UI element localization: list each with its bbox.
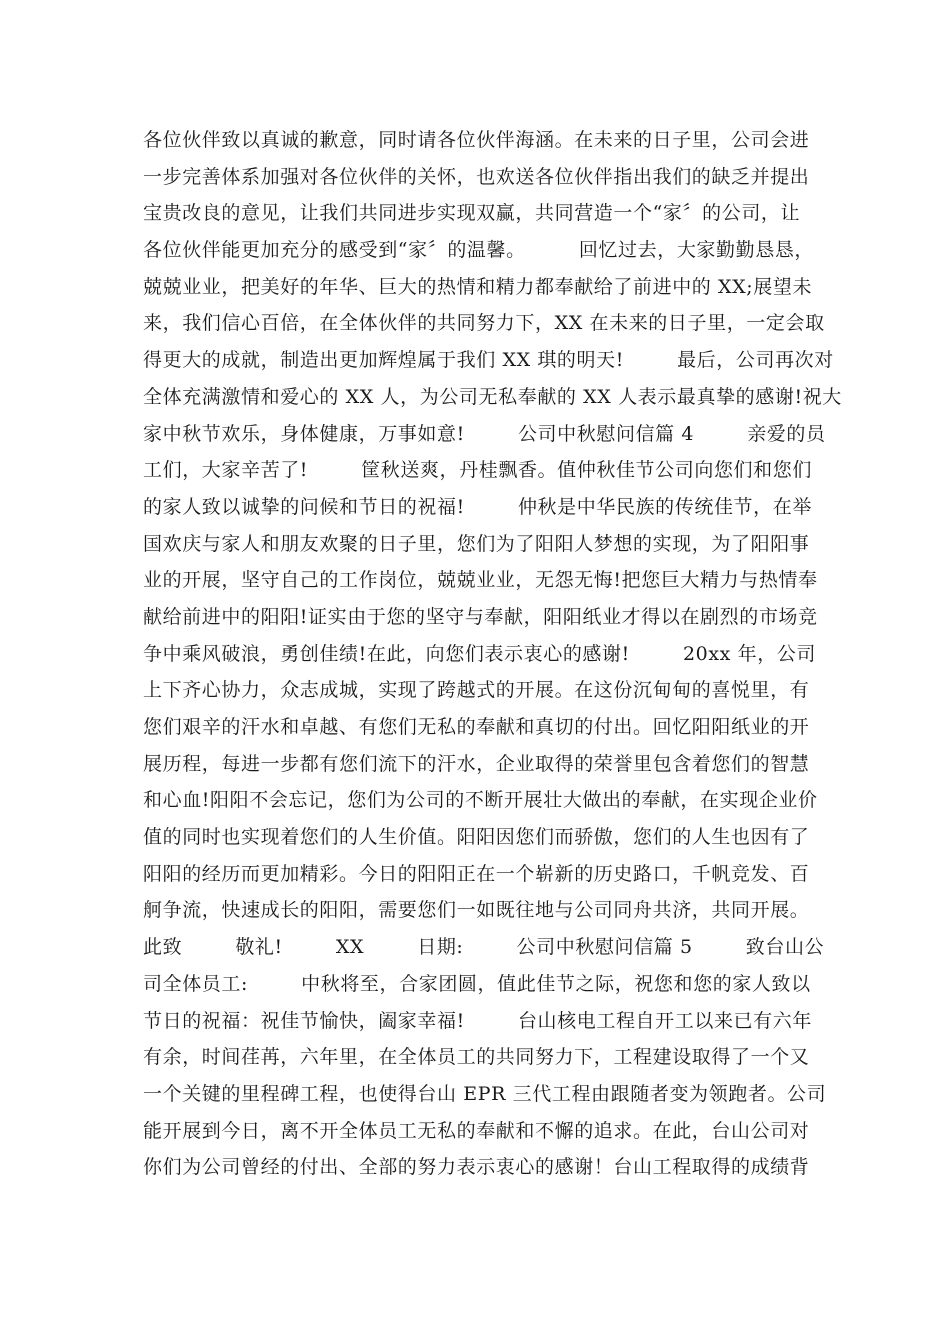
text-line: 和心血!阳阳不会忘记，您们为公司的不断开展壮大做出的奉献，在实现企业价: [143, 789, 818, 812]
text-line: 国欢庆与家人和朋友欢聚的日子里，您们为了阳阳人梦想的实现，为了阳阳事: [143, 532, 810, 555]
text-line: 节日的祝福：祝佳节愉快，阖家幸福! 台山核电工程自开工以来已有六年: [143, 1009, 812, 1032]
text-line: 有余，时间荏苒，六年里，在全体员工的共同努力下，工程建设取得了一个又: [143, 1046, 810, 1069]
text-line: 争中乘风破浪，勇创佳绩!在此，向您们表示衷心的感谢! 20xx 年，公司: [143, 642, 817, 665]
text-line: 值的同时也实现着您们的人生价值。阳阳因您们而骄傲，您们的人生也因有了: [143, 826, 810, 849]
text-line: 各位伙伴能更加充分的感受到“家〞的温馨。 回忆过去，大家勤勤恳恳，: [143, 239, 815, 262]
text-line: 一步完善体系加强对各位伙伴的关怀，也欢送各位伙伴指出我们的缺乏并提出: [143, 165, 810, 188]
text-line: 能开展到今日，离不开全体员工无私的奉献和不懈的追求。在此，台山公司对: [143, 1119, 810, 1142]
text-line: 献给前进中的阳阳!证实由于您的坚守与奉献，阳阳纸业才得以在剧烈的市场竞: [143, 605, 818, 628]
text-line: 你们为公司曾经的付出、全部的努力表示衷心的感谢！台山工程取得的成绩背: [143, 1156, 810, 1179]
text-line: 您们艰辛的汗水和卓越、有您们无私的奉献和真切的付出。回忆阳阳纸业的开: [143, 716, 810, 738]
text-line: 业的开展，坚守自己的工作岗位，兢兢业业，无怨无悔!把您巨大精力与热情奉: [143, 569, 818, 592]
text-line: 兢兢业业，把美好的年华、巨大的热情和精力都奉献给了前进中的 XX;展望未: [143, 275, 813, 298]
text-line: 一个关键的里程碑工程，也使得台山 EPR 三代工程由跟随者变为领跑者。公司: [143, 1082, 827, 1105]
text-line: 宝贵改良的意见，让我们共同进步实现双赢，共同营造一个“家〞的公司，让: [143, 202, 801, 225]
text-line: 的家人致以诚挚的问候和节日的祝福! 仲秋是中华民族的传统佳节，在举: [143, 495, 812, 518]
text-line: 家中秋节欢乐，身体健康，万事如意! 公司中秋慰问信篇 4 亲爱的员: [143, 422, 826, 445]
text-line: 舸争流，快速成长的阳阳，需要您们一如既往地与公司同舟共济，共同开展。: [143, 899, 810, 922]
text-line: 得更大的成就，制造出更加辉煌属于我们 XX 琪的明天! 最后，公司再次对: [143, 349, 834, 372]
text-line: 来，我们信心百倍，在全体伙伴的共同努力下，XX 在未来的日子里，一定会取: [143, 312, 825, 335]
text-line: 上下齐心协力，众志成城，实现了跨越式的开展。在这份沉甸甸的喜悦里，有: [143, 679, 810, 702]
letter-body: [143, 122, 842, 1186]
text-line: 工们，大家辛苦了! 筐秋送爽，丹桂飘香。值仲秋佳节公司向您们和您们: [143, 459, 812, 482]
text-line: 阳阳的经历而更加精彩。今日的阳阳正在一个崭新的历史路口，千帆竞发、百: [143, 862, 810, 885]
text-line: 各位伙伴致以真诚的歉意，同时请各位伙伴海涵。在未来的日子里，公司会进: [143, 129, 810, 151]
text-line: 展历程，每进一步都有您们流下的汗水，企业取得的荣誉里包含着您们的智慧: [143, 752, 810, 775]
text-line: 司全体员工: 中秋将至，合家团圆，值此佳节之际，祝您和您的家人致以: [143, 972, 811, 995]
text-line: 全体充满激情和爱心的 XX 人，为公司无私奉献的 XX 人表示最真挚的感谢!祝大: [143, 385, 842, 408]
text-line: 此致 敬礼! XX 日期: 公司中秋慰问信篇 5 致台山公: [143, 936, 825, 959]
